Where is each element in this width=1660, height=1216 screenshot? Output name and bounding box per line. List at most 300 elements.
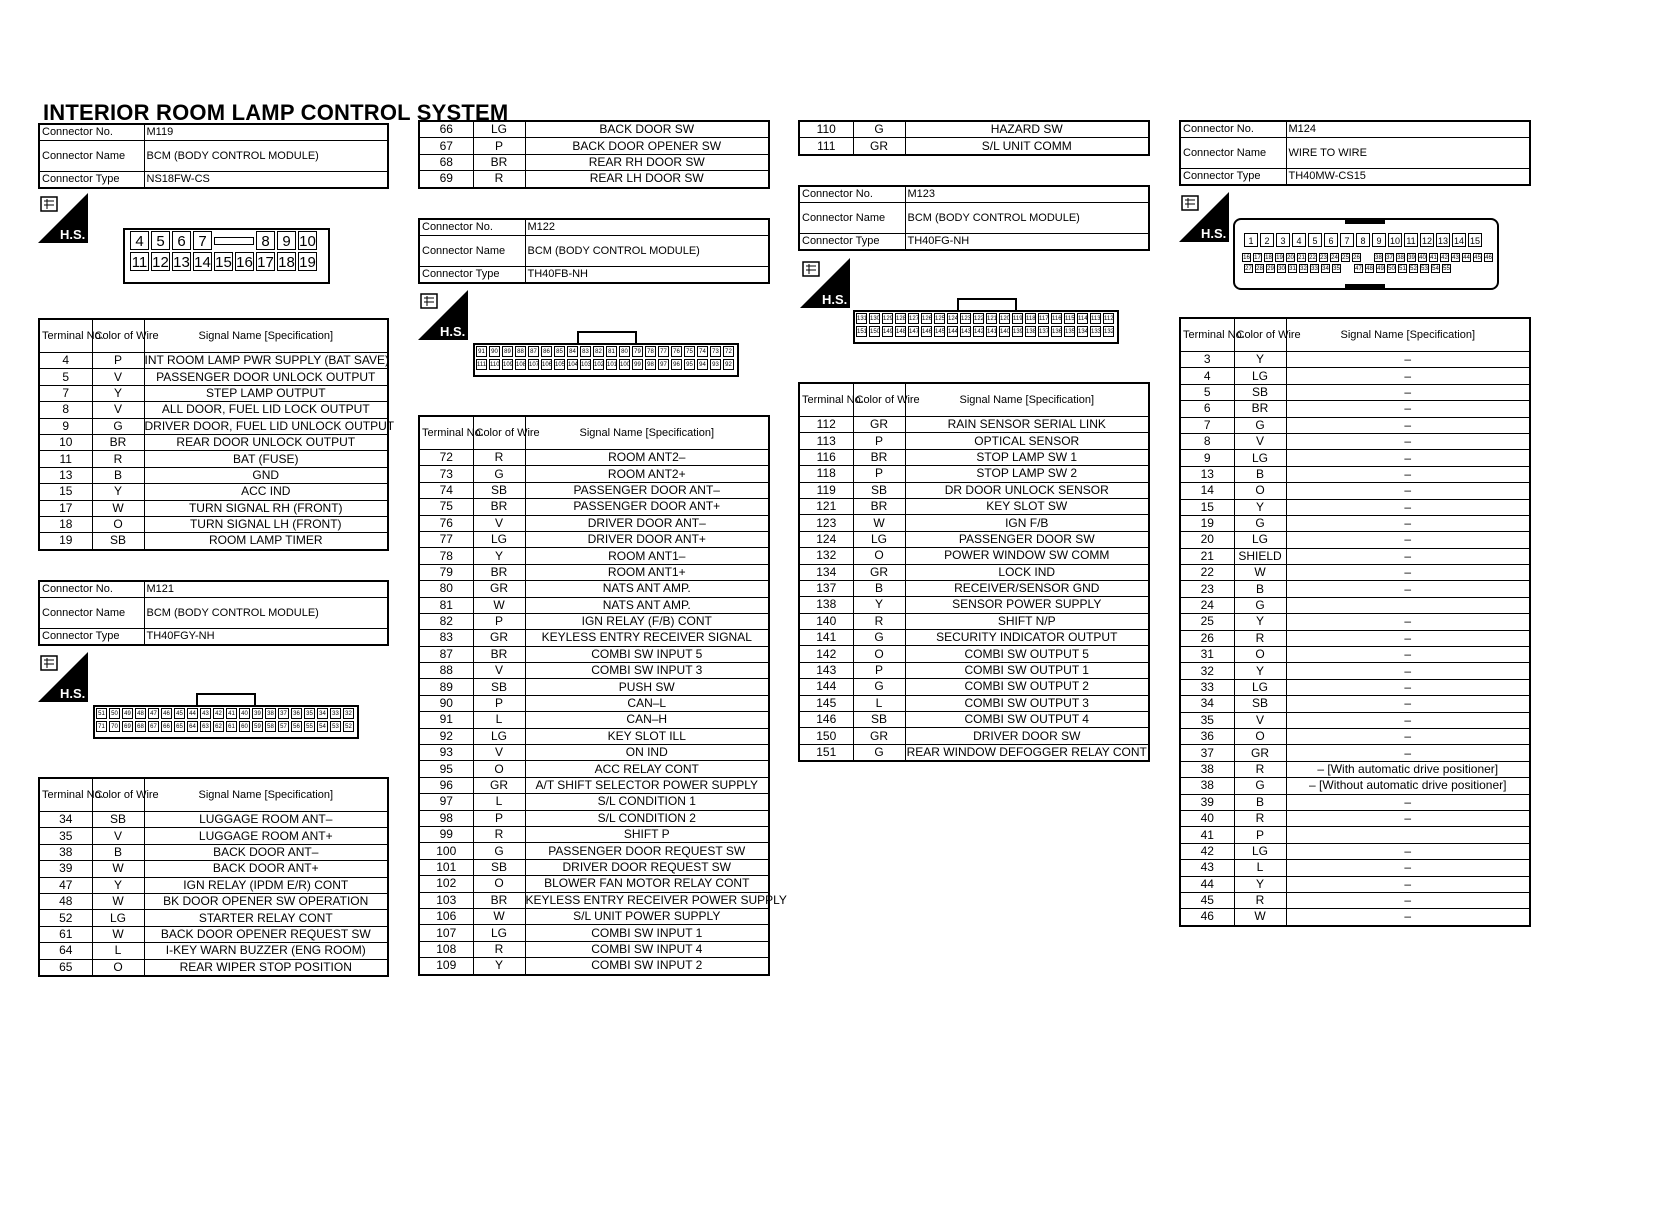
connector-pin: 127 xyxy=(908,313,919,324)
signal-header: Signal Name [Specification] xyxy=(144,319,388,353)
connector-pin: 99 xyxy=(632,359,643,370)
table-row xyxy=(1180,860,1530,876)
color-cell: Y xyxy=(473,548,525,564)
hs-label: H.S. xyxy=(440,324,466,339)
signal-header: Signal Name [Specification] xyxy=(144,778,388,812)
terminal-cell: 32 xyxy=(1180,663,1234,679)
terminal-cell: 64 xyxy=(39,943,92,959)
color-cell: GR xyxy=(473,630,525,646)
m122-signal-table xyxy=(418,415,787,976)
signal-cell: COMBI SW INPUT 1 xyxy=(525,925,769,941)
connector-pin: 125 xyxy=(934,313,945,324)
color-cell: W xyxy=(92,926,144,942)
color-cell: B xyxy=(1234,581,1286,597)
table-row xyxy=(1180,548,1530,564)
signal-cell: KEYLESS ENTRY RECEIVER POWER SUPPLY xyxy=(525,892,787,907)
signal-cell: KEY SLOT SW xyxy=(905,498,1149,514)
terminal-cell: 3 xyxy=(1180,352,1234,368)
signal-cell: LOCK IND xyxy=(905,564,1149,580)
table-row xyxy=(799,498,1149,514)
connector-pin: 91 xyxy=(476,346,487,357)
signal-cell: SHIFT P xyxy=(525,826,769,842)
signal-cell: A/T SHIFT SELECTOR POWER SUPPLY xyxy=(525,777,769,793)
connector-pin: 143 xyxy=(960,326,971,337)
color-cell: B xyxy=(1234,466,1286,482)
table-row xyxy=(419,499,769,515)
signal-cell: – xyxy=(1286,696,1530,712)
connector-pin: 16 xyxy=(1243,255,1250,261)
terminal-cell: 13 xyxy=(39,467,92,483)
connector-pin: 13 xyxy=(173,254,190,271)
table-row xyxy=(39,533,388,550)
color-cell: Y xyxy=(92,484,144,500)
color-header: Color of Wire xyxy=(853,383,905,417)
connector-pin: 38 xyxy=(1397,255,1404,261)
terminal-cell: 141 xyxy=(799,630,853,646)
signal-cell: CAN–H xyxy=(525,712,769,728)
connector-pin: 45 xyxy=(174,708,185,719)
terminal-header: Terminal No. xyxy=(1180,318,1234,352)
connector-pin: 27 xyxy=(1245,266,1252,272)
color-cell: L xyxy=(473,794,525,810)
connector-pin: 145 xyxy=(934,326,945,337)
color-header: Color of Wire xyxy=(92,319,144,353)
color-cell: BR xyxy=(92,434,144,450)
signal-cell: PUSH SW xyxy=(525,679,769,695)
table-row xyxy=(419,613,769,629)
signal-cell: – xyxy=(1286,794,1530,810)
m124-signal-table xyxy=(1179,317,1531,927)
signal-cell: KEYLESS ENTRY RECEIVER SIGNAL xyxy=(525,630,769,646)
terminal-cell: 100 xyxy=(419,843,473,859)
terminal-cell: 91 xyxy=(419,712,473,728)
terminal-cell: 45 xyxy=(1180,892,1234,908)
signal-cell: – xyxy=(1286,614,1530,630)
terminal-cell: 73 xyxy=(419,466,473,482)
color-cell: GR xyxy=(853,417,905,433)
connector-pin: 84 xyxy=(567,346,578,357)
signal-cell: RECEIVER/SENSOR GND xyxy=(905,580,1149,596)
table-row xyxy=(799,712,1149,728)
table-row xyxy=(1180,499,1530,515)
connector-pin: 39 xyxy=(1408,255,1415,261)
conn-name-label: Connector Name xyxy=(799,203,905,234)
signal-cell: OPTICAL SENSOR xyxy=(905,433,1149,449)
color-cell: W xyxy=(1234,565,1286,581)
table-row xyxy=(1180,679,1530,695)
terminal-cell: 21 xyxy=(1180,548,1234,564)
signal-cell: LUGGAGE ROOM ANT– xyxy=(144,812,388,828)
color-cell: Y xyxy=(473,958,525,975)
color-cell: B xyxy=(1234,794,1286,810)
connector-key xyxy=(1343,264,1352,273)
terminal-cell: 109 xyxy=(419,958,473,975)
terminal-cell: 106 xyxy=(419,908,473,924)
m124-header xyxy=(1179,120,1531,186)
terminal-header: Terminal No. xyxy=(39,778,92,812)
color-cell: G xyxy=(853,630,905,646)
signal-header: Signal Name [Specification] xyxy=(525,416,769,450)
connector-pin: 105 xyxy=(554,359,565,370)
conn-no-value: M124 xyxy=(1286,121,1530,138)
color-cell: LG xyxy=(1234,368,1286,384)
terminal-cell: 35 xyxy=(39,828,92,844)
table-row xyxy=(1180,532,1530,548)
signal-cell: BACK DOOR OPENER SW xyxy=(525,138,769,154)
connector-pin: 87 xyxy=(528,346,539,357)
terminal-cell: 10 xyxy=(39,434,92,450)
conn-name-label: Connector Name xyxy=(39,598,144,629)
connector-pin: 56 xyxy=(291,721,302,732)
conn-type-value: NS18FW-CS xyxy=(144,172,388,189)
terminal-cell: 65 xyxy=(39,959,92,976)
terminal-cell: 15 xyxy=(1180,499,1234,515)
color-cell: SB xyxy=(92,533,144,550)
terminal-cell: 40 xyxy=(1180,810,1234,826)
terminal-cell: 124 xyxy=(799,531,853,547)
connector-pin: 45 xyxy=(1474,255,1481,261)
signal-cell: – xyxy=(1286,892,1530,908)
table-row xyxy=(1180,368,1530,384)
connector-pin: 124 xyxy=(947,313,958,324)
harness-side-icon xyxy=(800,258,850,308)
connector-pin: 17 xyxy=(257,254,274,271)
table-row xyxy=(799,580,1149,596)
connector-pin: 115 xyxy=(1064,313,1075,324)
table-row xyxy=(39,812,388,828)
terminal-cell: 143 xyxy=(799,662,853,678)
table-row xyxy=(419,630,769,646)
color-cell: R xyxy=(1234,761,1286,777)
terminal-cell: 19 xyxy=(1180,515,1234,531)
color-cell: L xyxy=(92,943,144,959)
signal-cell: IGN F/B xyxy=(905,515,1149,531)
terminal-cell: 11 xyxy=(39,451,92,467)
signal-cell: STEP LAMP OUTPUT xyxy=(144,385,388,401)
connector-pin: 146 xyxy=(921,326,932,337)
table-row xyxy=(1180,827,1530,843)
color-cell: G xyxy=(853,744,905,761)
m121-connector-face xyxy=(93,705,359,739)
color-cell: P xyxy=(473,138,525,154)
table-row xyxy=(419,826,769,842)
connector-pin: 35 xyxy=(304,708,315,719)
signal-cell: – [With automatic drive positioner] xyxy=(1286,761,1530,777)
connector-pin: 64 xyxy=(187,721,198,732)
signal-cell: – xyxy=(1286,565,1530,581)
signal-cell: SHIFT N/P xyxy=(905,613,1149,629)
table-row xyxy=(1180,909,1530,926)
connector-pin: 32 xyxy=(343,708,354,719)
terminal-cell: 23 xyxy=(1180,581,1234,597)
table-row xyxy=(1180,663,1530,679)
color-cell: GR xyxy=(473,581,525,597)
table-row xyxy=(799,138,1149,155)
terminal-cell: 34 xyxy=(1180,696,1234,712)
connector-pin: 43 xyxy=(1452,255,1459,261)
m124-connector-face xyxy=(1233,218,1499,290)
color-cell: O xyxy=(92,959,144,976)
connector-pin: 74 xyxy=(697,346,708,357)
connector-pin: 1 xyxy=(1244,233,1258,247)
table-row xyxy=(799,417,1149,433)
connector-pin: 151 xyxy=(856,326,867,337)
color-cell: G xyxy=(853,121,905,138)
connector-pin: 47 xyxy=(1355,266,1362,272)
color-cell: O xyxy=(92,516,144,532)
signal-cell: – xyxy=(1286,712,1530,728)
color-cell: P xyxy=(853,466,905,482)
m122-header xyxy=(418,218,770,284)
connector-latch xyxy=(577,331,637,343)
m123-header xyxy=(798,185,1150,251)
signal-cell: – xyxy=(1286,483,1530,499)
color-cell: B xyxy=(853,580,905,596)
connector-pin: 142 xyxy=(973,326,984,337)
connector-pin: 63 xyxy=(200,721,211,732)
color-header: Color of Wire xyxy=(92,778,144,812)
table-row xyxy=(419,925,769,941)
terminal-cell: 4 xyxy=(1180,368,1234,384)
signal-cell: BAT (FUSE) xyxy=(144,451,388,467)
terminal-cell: 103 xyxy=(419,892,473,908)
m123-connector-face xyxy=(853,310,1119,344)
connector-pin: 55 xyxy=(304,721,315,732)
connector-pin: 33 xyxy=(1311,266,1318,272)
signal-cell: REAR LH DOOR SW xyxy=(525,171,769,188)
signal-cell: GND xyxy=(144,467,388,483)
terminal-cell: 48 xyxy=(39,893,92,909)
signal-cell: BLOWER FAN MOTOR RELAY CONT xyxy=(525,876,769,892)
connector-pin: 10 xyxy=(299,233,316,250)
terminal-cell: 67 xyxy=(419,138,473,154)
connector-pin: 44 xyxy=(187,708,198,719)
signal-cell xyxy=(1286,827,1530,843)
signal-cell: DRIVER DOOR ANT+ xyxy=(525,531,769,547)
signal-cell: NATS ANT AMP. xyxy=(525,581,769,597)
signal-cell: STOP LAMP SW 1 xyxy=(905,449,1149,465)
m122-connector-face xyxy=(473,343,739,377)
color-cell: LG xyxy=(473,531,525,547)
connector-pin: 5 xyxy=(1308,233,1322,247)
table-row xyxy=(39,385,388,401)
signal-cell: PASSENGER DOOR ANT– xyxy=(525,482,769,498)
signal-cell: INT ROOM LAMP PWR SUPPLY (BAT SAVE) xyxy=(144,353,389,368)
terminal-cell: 97 xyxy=(419,794,473,810)
connector-pin: 37 xyxy=(278,708,289,719)
connector-pin: 139 xyxy=(1012,326,1023,337)
signal-header: Signal Name [Specification] xyxy=(905,383,1149,417)
terminal-cell: 151 xyxy=(799,744,853,761)
table-row xyxy=(799,564,1149,580)
color-cell: LG xyxy=(473,728,525,744)
connector-pin: 136 xyxy=(1051,326,1062,337)
m119-signal-table xyxy=(38,318,395,551)
terminal-cell: 42 xyxy=(1180,843,1234,859)
connector-pin: 75 xyxy=(684,346,695,357)
terminal-cell: 123 xyxy=(799,515,853,531)
conn-no-label: Connector No. xyxy=(799,186,905,203)
terminal-cell: 121 xyxy=(799,498,853,514)
signal-cell: DRIVER DOOR SW xyxy=(905,728,1149,744)
table-row xyxy=(39,434,388,450)
signal-cell: COMBI SW INPUT 5 xyxy=(525,646,769,662)
connector-pin: 90 xyxy=(489,346,500,357)
table-row xyxy=(39,926,388,942)
connector-pin: 126 xyxy=(921,313,932,324)
terminal-cell: 18 xyxy=(39,516,92,532)
connector-pin: 22 xyxy=(1309,255,1316,261)
connector-pin: 147 xyxy=(908,326,919,337)
connector-pin: 116 xyxy=(1051,313,1062,324)
color-cell: Y xyxy=(853,597,905,613)
connector-pin: 12 xyxy=(152,254,169,271)
color-cell: P xyxy=(853,662,905,678)
table-row xyxy=(419,876,769,892)
terminal-cell: 101 xyxy=(419,859,473,875)
connector-pin: 13 xyxy=(1436,233,1450,247)
table-row xyxy=(419,695,769,711)
signal-cell: ROOM ANT1+ xyxy=(525,564,769,580)
signal-cell: PASSENGER DOOR UNLOCK OUTPUT xyxy=(144,369,388,385)
connector-pin: 104 xyxy=(567,359,578,370)
terminal-cell: 52 xyxy=(39,910,92,926)
signal-cell: – xyxy=(1286,745,1530,761)
table-row xyxy=(419,564,769,580)
signal-cell: – xyxy=(1286,860,1530,876)
signal-header: Signal Name [Specification] xyxy=(1286,318,1530,352)
color-cell: V xyxy=(92,828,144,844)
terminal-cell: 72 xyxy=(419,450,473,466)
table-row xyxy=(419,138,769,154)
connector-pin: 3 xyxy=(1276,233,1290,247)
connector-pin: 21 xyxy=(1298,255,1305,261)
terminal-cell: 93 xyxy=(419,745,473,761)
color-cell: P xyxy=(473,613,525,629)
terminal-cell: 132 xyxy=(799,548,853,564)
color-cell: BR xyxy=(853,498,905,514)
connector-pin: 128 xyxy=(895,313,906,324)
terminal-cell: 92 xyxy=(419,728,473,744)
signal-cell: I-KEY WARN BUZZER (ENG ROOM) xyxy=(144,943,388,959)
terminal-header: Terminal No. xyxy=(419,416,473,450)
terminal-cell: 140 xyxy=(799,613,853,629)
table-row xyxy=(799,515,1149,531)
color-cell: SB xyxy=(473,679,525,695)
table-row xyxy=(799,630,1149,646)
conn-name-value: WIRE TO WIRE xyxy=(1286,138,1530,169)
signal-cell: COMBI SW INPUT 4 xyxy=(525,941,769,957)
terminal-cell: 13 xyxy=(1180,466,1234,482)
connector-pin: 68 xyxy=(135,721,146,732)
signal-cell: – [Without automatic drive positioner] xyxy=(1286,778,1530,794)
connector-pin: 88 xyxy=(515,346,526,357)
connector-pin: 149 xyxy=(882,326,893,337)
connector-pin: 122 xyxy=(973,313,984,324)
signal-cell: COMBI SW OUTPUT 2 xyxy=(905,679,1149,695)
connector-pin: 33 xyxy=(330,708,341,719)
signal-cell: COMBI SW OUTPUT 3 xyxy=(905,695,1149,711)
color-cell: SB xyxy=(853,482,905,498)
conn-name-label: Connector Name xyxy=(419,236,525,267)
connector-pin: 54 xyxy=(1432,266,1439,272)
terminal-cell: 118 xyxy=(799,466,853,482)
signal-cell: HAZARD SW xyxy=(905,121,1149,138)
signal-cell: – xyxy=(1286,647,1530,663)
table-row xyxy=(799,433,1149,449)
color-cell: G xyxy=(1234,778,1286,794)
color-cell: W xyxy=(92,893,144,909)
connector-pin: 92 xyxy=(723,359,734,370)
conn-no-value: M123 xyxy=(905,186,1149,203)
table-row xyxy=(1180,647,1530,663)
signal-cell: – xyxy=(1286,728,1530,744)
table-row xyxy=(39,467,388,483)
color-cell: L xyxy=(473,712,525,728)
connector-pin: 81 xyxy=(606,346,617,357)
table-row xyxy=(1180,794,1530,810)
signal-cell: SECURITY INDICATOR OUTPUT xyxy=(905,630,1149,646)
connector-pin: 76 xyxy=(671,346,682,357)
connector-pin: 9 xyxy=(1372,233,1386,247)
conn-type-value: TH40FB-NH xyxy=(525,267,769,284)
table-row xyxy=(1180,728,1530,744)
conn-name-value: BCM (BODY CONTROL MODULE) xyxy=(144,598,388,629)
table-row xyxy=(39,943,388,959)
table-row xyxy=(39,451,388,467)
color-cell: V xyxy=(92,402,144,418)
color-cell: G xyxy=(1234,515,1286,531)
color-cell: W xyxy=(473,908,525,924)
color-cell: O xyxy=(1234,728,1286,744)
table-row xyxy=(39,877,388,893)
signal-cell: – xyxy=(1286,876,1530,892)
connector-pin: 49 xyxy=(1377,266,1384,272)
connector-pin: 148 xyxy=(895,326,906,337)
hs-label: H.S. xyxy=(822,292,848,307)
color-cell: GR xyxy=(853,728,905,744)
signal-cell: COMBI SW INPUT 2 xyxy=(525,958,769,975)
terminal-cell: 33 xyxy=(1180,679,1234,695)
connector-pin: 85 xyxy=(554,346,565,357)
terminal-cell: 41 xyxy=(1180,827,1234,843)
connector-pin: 108 xyxy=(515,359,526,370)
terminal-cell: 89 xyxy=(419,679,473,695)
color-cell: Y xyxy=(1234,614,1286,630)
connector-pin: 16 xyxy=(236,254,253,271)
terminal-cell: 8 xyxy=(39,402,92,418)
table-row xyxy=(39,369,388,385)
table-row xyxy=(39,418,388,434)
connector-pin: 9 xyxy=(277,231,296,250)
table-row xyxy=(799,121,1149,138)
table-row xyxy=(419,548,769,564)
table-row xyxy=(1180,483,1530,499)
connector-pin: 121 xyxy=(986,313,997,324)
table-row xyxy=(799,466,1149,482)
color-cell: BR xyxy=(473,154,525,170)
table-row xyxy=(1180,417,1530,433)
m121-continued-table xyxy=(418,120,770,189)
connector-pin: 114 xyxy=(1077,313,1088,324)
connector-pin: 57 xyxy=(278,721,289,732)
terminal-cell: 145 xyxy=(799,695,853,711)
terminal-cell: 90 xyxy=(419,695,473,711)
connector-pin: 77 xyxy=(658,346,669,357)
terminal-cell: 146 xyxy=(799,712,853,728)
table-row xyxy=(419,450,769,466)
connector-pin: 132 xyxy=(1103,326,1114,337)
